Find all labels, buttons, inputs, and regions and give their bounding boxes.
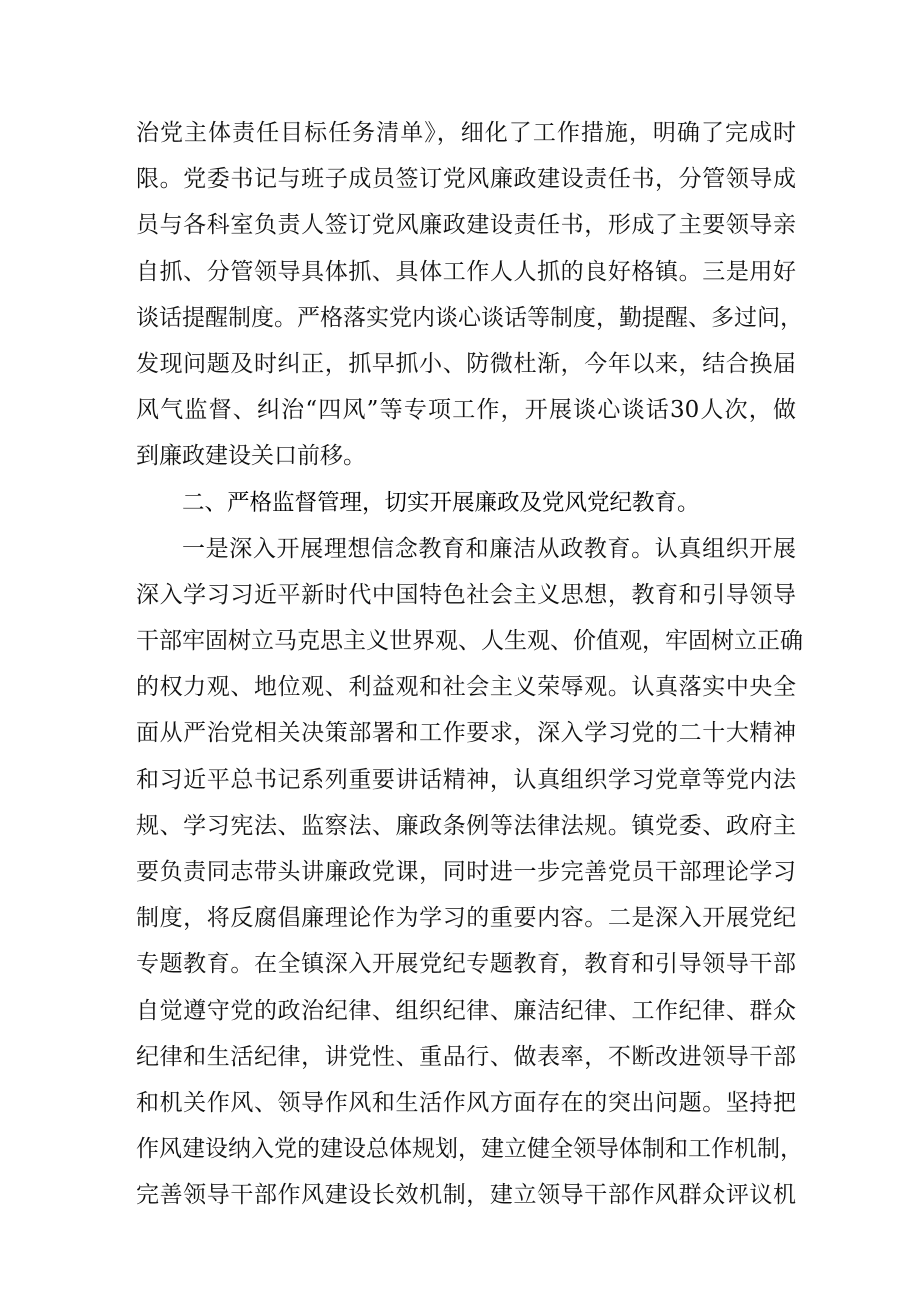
paragraph-2-line-10: 专题教育。在全镇深入开展党纪专题教育，教育和引导领导干部	[136, 951, 796, 978]
paragraph-1-line-5: 谈话提醒制度。严格落实党内谈心谈话等制度，勤提醒、多过问，	[136, 304, 803, 331]
paragraph-2-line-6: 和习近平总书记系列重要讲话精神，认真组织学习党章等党内法	[136, 766, 796, 793]
paragraph-2-line-13: 和机关作风、领导作风和生活作风方面存在的突出问题。坚持把	[136, 1089, 796, 1116]
paragraph-2-line-11: 自觉遵守党的政治纪律、组织纪律、廉洁纪律、工作纪律、群众	[136, 997, 796, 1024]
paragraph-1-line-4: 自抓、分管领导具体抓、具体工作人人抓的良好格镇。三是用好	[136, 258, 796, 285]
paragraph-1-line-1: 治党主体责任目标任务清单》，细化了工作措施，明确了完成时	[136, 120, 796, 146]
paragraph-2-line-15: 完善领导干部作风建设长效机制，建立领导干部作风群众评议机	[136, 1182, 796, 1209]
section-heading: 二、严格监督管理，切实开展廉政及党风党纪教育。	[182, 489, 700, 516]
paragraph-1-line-7: 风气监督、纠治“四风”等专项工作，开展谈心谈话30人次，做	[136, 397, 796, 424]
paragraph-1-line-6: 发现问题及时纠正，抓早抓小、防微杜渐，今年以来，结合换届	[136, 350, 796, 377]
paragraph-2-line-2: 深入学习习近平新时代中国特色社会主义思想，教育和引导领导	[136, 581, 796, 608]
paragraph-2-line-4: 的权力观、地位观、利益观和社会主义荣辱观。认真落实中央全	[136, 674, 796, 701]
paragraph-1-line-3: 员与各科室负责人签订党风廉政建设责任书，形成了主要领导亲	[136, 212, 796, 239]
paragraph-2-line-1: 一是深入开展理想信念教育和廉洁从政教育。认真组织开展	[182, 535, 796, 562]
paragraph-2-line-9: 制度，将反腐倡廉理论作为学习的重要内容。二是深入开展党纪	[136, 905, 796, 932]
paragraph-2-line-12: 纪律和生活纪律，讲党性、重品行、做表率，不断改进领导干部	[136, 1043, 796, 1070]
paragraph-2-line-8: 要负责同志带头讲廉政党课，同时进一步完善党员干部理论学习	[136, 859, 796, 885]
paragraph-1-line-8: 到廉政建设关口前移。	[136, 443, 366, 470]
paragraph-2-line-7: 规、学习宪法、监察法、廉政条例等法律法规。镇党委、政府主	[136, 812, 796, 839]
document-body	[136, 110, 803, 1219]
paragraph-2-line-5: 面从严治党相关决策部署和工作要求，深入学习党的二十大精神	[136, 720, 796, 747]
paragraph-2-line-3: 干部牢固树立马克思主义世界观、人生观、价值观，牢固树立正确	[136, 628, 803, 655]
paragraph-2-line-14: 作风建设纳入党的建设总体规划，建立健全领导体制和工作机制，	[136, 1136, 803, 1163]
paragraph-1-line-2: 限。党委书记与班子成员签订党风廉政建设责任书，分管领导成	[136, 166, 796, 193]
